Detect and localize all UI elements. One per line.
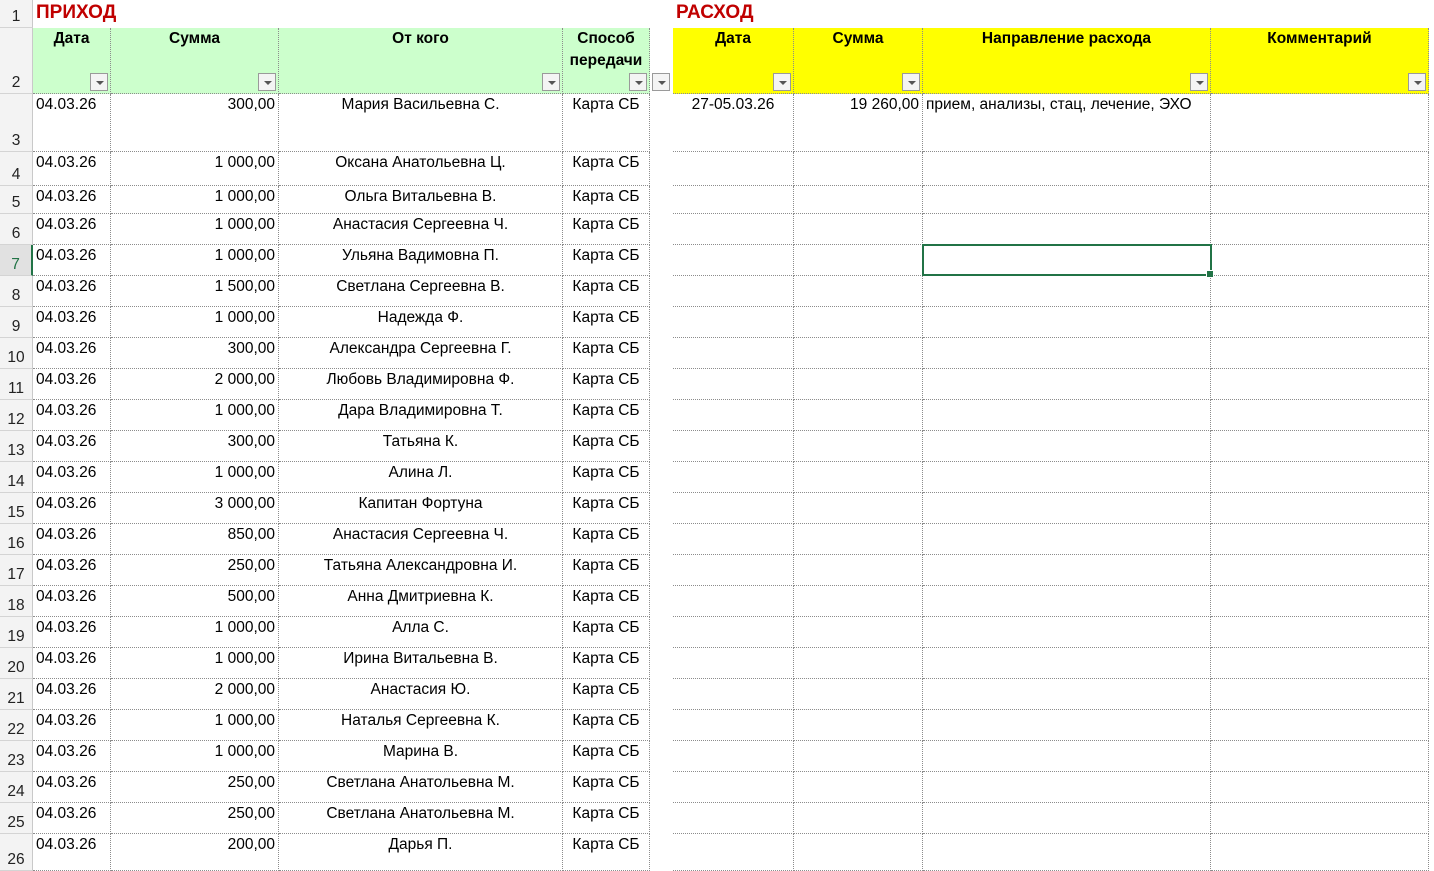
income-method-cell[interactable]: Карта СБ bbox=[563, 369, 650, 400]
row-header[interactable]: 1 bbox=[0, 0, 33, 28]
expense-date-cell[interactable] bbox=[673, 369, 794, 400]
income-date-cell[interactable]: 04.03.26 bbox=[33, 152, 111, 186]
spacer-cell[interactable] bbox=[650, 431, 673, 462]
expense-date-cell[interactable] bbox=[673, 617, 794, 648]
income-date-cell[interactable]: 04.03.26 bbox=[33, 834, 111, 871]
expense-comment-cell[interactable] bbox=[1211, 400, 1429, 431]
income-date-cell[interactable]: 04.03.26 bbox=[33, 710, 111, 741]
spacer-cell[interactable] bbox=[650, 214, 673, 245]
income-amount-cell[interactable]: 1 000,00 bbox=[111, 648, 279, 679]
income-amount-cell[interactable]: 200,00 bbox=[111, 834, 279, 871]
expense-direction-cell[interactable]: прием, анализы, стац, лечение, ЭХО bbox=[923, 94, 1211, 152]
income-amount-cell[interactable]: 850,00 bbox=[111, 524, 279, 555]
filter-dropdown-icon[interactable] bbox=[1408, 73, 1426, 91]
expense-comment-cell[interactable] bbox=[1211, 462, 1429, 493]
income-method-cell[interactable]: Карта СБ bbox=[563, 741, 650, 772]
income-date-cell[interactable]: 04.03.26 bbox=[33, 772, 111, 803]
income-method-cell[interactable]: Карта СБ bbox=[563, 493, 650, 524]
expense-amount-cell[interactable] bbox=[794, 369, 923, 400]
spacer-cell[interactable] bbox=[650, 555, 673, 586]
row-header[interactable]: 16 bbox=[0, 524, 33, 555]
expense-header-direction-label: Направление расхода bbox=[981, 30, 1152, 47]
income-amount-cell[interactable]: 1 000,00 bbox=[111, 400, 279, 431]
spacer-cell[interactable] bbox=[650, 338, 673, 369]
row-header[interactable]: 15 bbox=[0, 493, 33, 524]
row-header[interactable]: 25 bbox=[0, 803, 33, 834]
income-header-amount[interactable] bbox=[111, 28, 279, 94]
expense-comment-cell[interactable] bbox=[1211, 431, 1429, 462]
income-method-cell[interactable]: Карта СБ bbox=[563, 617, 650, 648]
row-header[interactable]: 3 bbox=[0, 94, 33, 152]
row-header[interactable]: 13 bbox=[0, 431, 33, 462]
expense-comment-cell[interactable] bbox=[1211, 186, 1429, 214]
income-from-cell[interactable]: Ульяна Вадимовна П. bbox=[279, 245, 563, 276]
spacer-cell[interactable] bbox=[650, 586, 673, 617]
row-header[interactable]: 4 bbox=[0, 152, 33, 186]
expense-comment-cell[interactable] bbox=[1211, 741, 1429, 772]
expense-direction-cell[interactable] bbox=[923, 555, 1211, 586]
expense-header-comment-label: Комментарий bbox=[1267, 30, 1372, 47]
row-header[interactable]: 5 bbox=[0, 186, 33, 214]
income-header-method-label: Способ передачи bbox=[569, 30, 643, 69]
expense-amount-cell[interactable] bbox=[794, 524, 923, 555]
expense-date-cell[interactable] bbox=[673, 400, 794, 431]
expense-date-cell[interactable] bbox=[673, 214, 794, 245]
income-method-cell[interactable]: Карта СБ bbox=[563, 834, 650, 871]
row-header[interactable]: 17 bbox=[0, 555, 33, 586]
expense-direction-cell[interactable] bbox=[923, 493, 1211, 524]
spacer-cell[interactable] bbox=[650, 186, 673, 214]
expense-comment-cell[interactable] bbox=[1211, 586, 1429, 617]
row-header[interactable]: 20 bbox=[0, 648, 33, 679]
expense-comment-cell[interactable] bbox=[1211, 369, 1429, 400]
income-date-cell[interactable]: 04.03.26 bbox=[33, 493, 111, 524]
income-date-cell[interactable]: 04.03.26 bbox=[33, 462, 111, 493]
row-header[interactable]: 24 bbox=[0, 772, 33, 803]
income-date-cell[interactable]: 04.03.26 bbox=[33, 431, 111, 462]
row-header[interactable]: 10 bbox=[0, 338, 33, 369]
filter-dropdown-icon[interactable] bbox=[542, 73, 560, 91]
row-header[interactable]: 12 bbox=[0, 400, 33, 431]
row-header[interactable]: 6 bbox=[0, 214, 33, 245]
expense-amount-cell[interactable] bbox=[794, 307, 923, 338]
income-date-cell[interactable]: 04.03.26 bbox=[33, 803, 111, 834]
expense-comment-cell[interactable] bbox=[1211, 710, 1429, 741]
spacer-cell[interactable] bbox=[650, 803, 673, 834]
spacer-cell[interactable] bbox=[650, 152, 673, 186]
income-amount-cell[interactable]: 1 500,00 bbox=[111, 276, 279, 307]
income-method-cell[interactable]: Карта СБ bbox=[563, 648, 650, 679]
income-amount-cell[interactable]: 1 000,00 bbox=[111, 617, 279, 648]
filter-dropdown-icon[interactable] bbox=[90, 73, 108, 91]
expense-direction-cell[interactable] bbox=[923, 276, 1211, 307]
expense-amount-cell[interactable] bbox=[794, 710, 923, 741]
income-date-cell[interactable]: 04.03.26 bbox=[33, 369, 111, 400]
expense-comment-cell[interactable] bbox=[1211, 214, 1429, 245]
income-amount-cell[interactable]: 1 000,00 bbox=[111, 741, 279, 772]
expense-date-cell[interactable] bbox=[673, 772, 794, 803]
expense-header-comment[interactable] bbox=[1211, 28, 1429, 94]
income-date-cell[interactable]: 04.03.26 bbox=[33, 276, 111, 307]
filter-dropdown-icon[interactable] bbox=[1190, 73, 1208, 91]
income-date-cell[interactable]: 04.03.26 bbox=[33, 648, 111, 679]
expense-comment-cell[interactable] bbox=[1211, 307, 1429, 338]
expense-comment-cell[interactable] bbox=[1211, 245, 1429, 276]
income-method-cell[interactable]: Карта СБ bbox=[563, 462, 650, 493]
expense-date-cell[interactable] bbox=[673, 648, 794, 679]
income-method-cell[interactable]: Карта СБ bbox=[563, 214, 650, 245]
expense-date-cell[interactable]: 27-05.03.26 bbox=[673, 94, 794, 152]
income-amount-cell[interactable]: 1 000,00 bbox=[111, 245, 279, 276]
expense-amount-cell[interactable] bbox=[794, 462, 923, 493]
expense-comment-cell[interactable] bbox=[1211, 803, 1429, 834]
income-date-cell[interactable]: 04.03.26 bbox=[33, 400, 111, 431]
expense-date-cell[interactable] bbox=[673, 803, 794, 834]
income-date-cell[interactable]: 04.03.26 bbox=[33, 94, 111, 152]
income-method-cell[interactable]: Карта СБ bbox=[563, 710, 650, 741]
income-method-cell[interactable]: Карта СБ bbox=[563, 524, 650, 555]
expense-direction-cell[interactable] bbox=[923, 186, 1211, 214]
income-date-cell[interactable]: 04.03.26 bbox=[33, 617, 111, 648]
income-amount-cell[interactable]: 1 000,00 bbox=[111, 186, 279, 214]
income-amount-cell[interactable]: 300,00 bbox=[111, 338, 279, 369]
income-method-cell[interactable]: Карта СБ bbox=[563, 307, 650, 338]
expense-comment-cell[interactable] bbox=[1211, 834, 1429, 871]
income-from-cell[interactable]: Мария Васильевна С. bbox=[279, 94, 563, 152]
expense-amount-cell[interactable]: 19 260,00 bbox=[794, 94, 923, 152]
income-from-cell[interactable]: Наталья Сергеевна К. bbox=[279, 710, 563, 741]
income-date-cell[interactable]: 04.03.26 bbox=[33, 186, 111, 214]
spacer-cell[interactable] bbox=[650, 617, 673, 648]
income-from-cell[interactable]: Анна Дмитриевна К. bbox=[279, 586, 563, 617]
income-header-date-label: Дата bbox=[53, 30, 90, 47]
income-method-cell[interactable]: Карта СБ bbox=[563, 803, 650, 834]
expense-amount-cell[interactable] bbox=[794, 431, 923, 462]
expense-date-cell[interactable] bbox=[673, 493, 794, 524]
spacer-cell[interactable] bbox=[650, 245, 673, 276]
row-header[interactable]: 19 bbox=[0, 617, 33, 648]
income-amount-cell[interactable]: 2 000,00 bbox=[111, 679, 279, 710]
expense-amount-cell[interactable] bbox=[794, 617, 923, 648]
expense-direction-cell[interactable] bbox=[923, 245, 1211, 276]
expense-amount-cell[interactable] bbox=[794, 152, 923, 186]
row-header[interactable]: 7 bbox=[0, 245, 33, 276]
income-from-cell[interactable]: Марина В. bbox=[279, 741, 563, 772]
expense-amount-cell[interactable] bbox=[794, 400, 923, 431]
spacer-cell[interactable] bbox=[650, 94, 673, 152]
expense-amount-cell[interactable] bbox=[794, 186, 923, 214]
expense-comment-cell[interactable] bbox=[1211, 338, 1429, 369]
expense-amount-cell[interactable] bbox=[794, 338, 923, 369]
income-from-cell[interactable]: Капитан Фортуна bbox=[279, 493, 563, 524]
income-header-from-label: От кого bbox=[392, 30, 449, 47]
income-from-cell[interactable]: Татьяна Александровна И. bbox=[279, 555, 563, 586]
expense-amount-cell[interactable] bbox=[794, 834, 923, 871]
income-method-cell[interactable]: Карта СБ bbox=[563, 276, 650, 307]
expense-amount-cell[interactable] bbox=[794, 555, 923, 586]
income-from-cell[interactable]: Анастасия Сергеевна Ч. bbox=[279, 214, 563, 245]
expense-direction-cell[interactable] bbox=[923, 834, 1211, 871]
expense-amount-cell[interactable] bbox=[794, 679, 923, 710]
expense-date-cell[interactable] bbox=[673, 834, 794, 871]
income-amount-cell[interactable]: 250,00 bbox=[111, 772, 279, 803]
filter-dropdown-icon[interactable] bbox=[773, 73, 791, 91]
expense-amount-cell[interactable] bbox=[794, 586, 923, 617]
expense-date-cell[interactable] bbox=[673, 338, 794, 369]
expense-comment-cell[interactable] bbox=[1211, 772, 1429, 803]
expense-amount-cell[interactable] bbox=[794, 803, 923, 834]
income-method-cell[interactable]: Карта СБ bbox=[563, 94, 650, 152]
spacer-cell[interactable] bbox=[650, 741, 673, 772]
expense-direction-cell[interactable] bbox=[923, 803, 1211, 834]
expense-direction-cell[interactable] bbox=[923, 431, 1211, 462]
income-from-cell[interactable]: Любовь Владимировна Ф. bbox=[279, 369, 563, 400]
expense-direction-cell[interactable] bbox=[923, 400, 1211, 431]
expense-comment-cell[interactable] bbox=[1211, 94, 1429, 152]
expense-comment-cell[interactable] bbox=[1211, 555, 1429, 586]
income-method-cell[interactable]: Карта СБ bbox=[563, 679, 650, 710]
filter-dropdown-icon[interactable] bbox=[629, 73, 647, 91]
income-amount-cell[interactable]: 1 000,00 bbox=[111, 214, 279, 245]
income-method-cell[interactable]: Карта СБ bbox=[563, 400, 650, 431]
income-from-cell[interactable]: Дарья П. bbox=[279, 834, 563, 871]
income-from-cell[interactable]: Дара Владимировна Т. bbox=[279, 400, 563, 431]
spacer-cell[interactable] bbox=[650, 276, 673, 307]
row-header[interactable]: 11 bbox=[0, 369, 33, 400]
expense-amount-cell[interactable] bbox=[794, 648, 923, 679]
spacer-cell[interactable] bbox=[650, 307, 673, 338]
expense-date-cell[interactable] bbox=[673, 245, 794, 276]
income-from-cell[interactable]: Александра Сергеевна Г. bbox=[279, 338, 563, 369]
income-date-cell[interactable]: 04.03.26 bbox=[33, 741, 111, 772]
income-date-cell[interactable]: 04.03.26 bbox=[33, 307, 111, 338]
expense-direction-cell[interactable] bbox=[923, 710, 1211, 741]
expense-amount-cell[interactable] bbox=[794, 245, 923, 276]
income-method-cell[interactable]: Карта СБ bbox=[563, 338, 650, 369]
income-date-cell[interactable]: 04.03.26 bbox=[33, 214, 111, 245]
expense-comment-cell[interactable] bbox=[1211, 617, 1429, 648]
income-from-cell[interactable]: Алла С. bbox=[279, 617, 563, 648]
expense-date-cell[interactable] bbox=[673, 431, 794, 462]
expense-direction-cell[interactable] bbox=[923, 462, 1211, 493]
expense-amount-cell[interactable] bbox=[794, 276, 923, 307]
expense-direction-cell[interactable] bbox=[923, 679, 1211, 710]
spacer-cell[interactable] bbox=[650, 772, 673, 803]
income-from-cell[interactable]: Ольга Витальевна В. bbox=[279, 186, 563, 214]
expense-direction-cell[interactable] bbox=[923, 524, 1211, 555]
income-from-cell[interactable]: Светлана Анатольевна М. bbox=[279, 772, 563, 803]
expense-date-cell[interactable] bbox=[673, 276, 794, 307]
income-from-cell[interactable]: Ирина Витальевна В. bbox=[279, 648, 563, 679]
expense-comment-cell[interactable] bbox=[1211, 524, 1429, 555]
expense-direction-cell[interactable] bbox=[923, 214, 1211, 245]
income-header-amount-label: Сумма bbox=[169, 30, 220, 47]
expense-direction-cell[interactable] bbox=[923, 648, 1211, 679]
row-header[interactable]: 2 bbox=[0, 28, 33, 94]
income-header-from[interactable] bbox=[279, 28, 563, 94]
income-amount-cell[interactable]: 300,00 bbox=[111, 94, 279, 152]
income-amount-cell[interactable]: 2 000,00 bbox=[111, 369, 279, 400]
expense-direction-cell[interactable] bbox=[923, 586, 1211, 617]
expense-amount-cell[interactable] bbox=[794, 772, 923, 803]
expense-date-cell[interactable] bbox=[673, 152, 794, 186]
expense-header-amount-label: Сумма bbox=[832, 30, 884, 47]
income-method-cell[interactable]: Карта СБ bbox=[563, 431, 650, 462]
filter-dropdown-icon[interactable] bbox=[258, 73, 276, 91]
income-from-cell[interactable]: Светлана Анатольевна М. bbox=[279, 803, 563, 834]
income-amount-cell[interactable]: 250,00 bbox=[111, 555, 279, 586]
expense-amount-cell[interactable] bbox=[794, 741, 923, 772]
filter-dropdown-icon[interactable] bbox=[902, 73, 920, 91]
income-from-cell[interactable]: Светлана Сергеевна В. bbox=[279, 276, 563, 307]
expense-amount-cell[interactable] bbox=[794, 214, 923, 245]
expense-direction-cell[interactable] bbox=[923, 369, 1211, 400]
expense-comment-cell[interactable] bbox=[1211, 152, 1429, 186]
income-method-cell[interactable]: Карта СБ bbox=[563, 186, 650, 214]
income-date-cell[interactable]: 04.03.26 bbox=[33, 555, 111, 586]
row-header[interactable]: 9 bbox=[0, 307, 33, 338]
expense-date-cell[interactable] bbox=[673, 741, 794, 772]
income-method-cell[interactable]: Карта СБ bbox=[563, 245, 650, 276]
income-amount-cell[interactable]: 1 000,00 bbox=[111, 462, 279, 493]
spacer-cell[interactable] bbox=[650, 834, 673, 871]
income-amount-cell[interactable]: 300,00 bbox=[111, 431, 279, 462]
income-method-cell[interactable]: Карта СБ bbox=[563, 152, 650, 186]
row-header[interactable]: 26 bbox=[0, 834, 33, 871]
row-header[interactable]: 14 bbox=[0, 462, 33, 493]
spacer-cell[interactable] bbox=[650, 679, 673, 710]
filter-dropdown-icon[interactable] bbox=[652, 73, 670, 91]
expense-comment-cell[interactable] bbox=[1211, 679, 1429, 710]
income-from-cell[interactable]: Анастасия Сергеевна Ч. bbox=[279, 524, 563, 555]
expense-header-date-label: Дата bbox=[715, 30, 751, 47]
row-header[interactable]: 18 bbox=[0, 586, 33, 617]
expense-comment-cell[interactable] bbox=[1211, 493, 1429, 524]
income-amount-cell[interactable]: 1 000,00 bbox=[111, 307, 279, 338]
income-from-cell[interactable]: Надежда Ф. bbox=[279, 307, 563, 338]
income-from-cell[interactable]: Анастасия Ю. bbox=[279, 679, 563, 710]
expense-date-cell[interactable] bbox=[673, 555, 794, 586]
expense-amount-cell[interactable] bbox=[794, 493, 923, 524]
spacer-cell[interactable] bbox=[650, 524, 673, 555]
income-from-cell[interactable]: Татьяна К. bbox=[279, 431, 563, 462]
expense-header-direction[interactable] bbox=[923, 28, 1211, 94]
row-header[interactable]: 21 bbox=[0, 679, 33, 710]
row-header[interactable]: 8 bbox=[0, 276, 33, 307]
expense-title: РАСХОД bbox=[676, 2, 754, 23]
income-method-cell[interactable]: Карта СБ bbox=[563, 586, 650, 617]
income-date-cell[interactable]: 04.03.26 bbox=[33, 338, 111, 369]
spacer-cell[interactable] bbox=[650, 462, 673, 493]
expense-direction-cell[interactable] bbox=[923, 338, 1211, 369]
income-method-cell[interactable]: Карта СБ bbox=[563, 555, 650, 586]
income-date-cell[interactable]: 04.03.26 bbox=[33, 524, 111, 555]
expense-date-cell[interactable] bbox=[673, 679, 794, 710]
spacer-cell[interactable] bbox=[650, 648, 673, 679]
income-amount-cell[interactable]: 1 000,00 bbox=[111, 152, 279, 186]
spacer-cell[interactable] bbox=[650, 400, 673, 431]
spacer-cell[interactable] bbox=[650, 710, 673, 741]
income-date-cell[interactable]: 04.03.26 bbox=[33, 586, 111, 617]
expense-date-cell[interactable] bbox=[673, 524, 794, 555]
spacer-cell[interactable] bbox=[650, 493, 673, 524]
income-from-cell[interactable]: Оксана Анатольевна Ц. bbox=[279, 152, 563, 186]
expense-direction-cell[interactable] bbox=[923, 152, 1211, 186]
expense-direction-cell[interactable] bbox=[923, 307, 1211, 338]
expense-date-cell[interactable] bbox=[673, 462, 794, 493]
income-date-cell[interactable]: 04.03.26 bbox=[33, 245, 111, 276]
expense-date-cell[interactable] bbox=[673, 586, 794, 617]
income-amount-cell[interactable]: 500,00 bbox=[111, 586, 279, 617]
expense-date-cell[interactable] bbox=[673, 186, 794, 214]
income-method-cell[interactable]: Карта СБ bbox=[563, 772, 650, 803]
expense-direction-cell[interactable] bbox=[923, 772, 1211, 803]
expense-direction-cell[interactable] bbox=[923, 617, 1211, 648]
income-amount-cell[interactable]: 250,00 bbox=[111, 803, 279, 834]
expense-date-cell[interactable] bbox=[673, 710, 794, 741]
income-amount-cell[interactable]: 3 000,00 bbox=[111, 493, 279, 524]
spacer-cell[interactable] bbox=[650, 369, 673, 400]
row-header[interactable]: 22 bbox=[0, 710, 33, 741]
income-title: ПРИХОД bbox=[36, 2, 117, 23]
expense-comment-cell[interactable] bbox=[1211, 648, 1429, 679]
income-from-cell[interactable]: Алина Л. bbox=[279, 462, 563, 493]
expense-direction-cell[interactable] bbox=[923, 741, 1211, 772]
row-header[interactable]: 23 bbox=[0, 741, 33, 772]
expense-comment-cell[interactable] bbox=[1211, 276, 1429, 307]
expense-date-cell[interactable] bbox=[673, 307, 794, 338]
income-date-cell[interactable]: 04.03.26 bbox=[33, 679, 111, 710]
income-amount-cell[interactable]: 1 000,00 bbox=[111, 710, 279, 741]
